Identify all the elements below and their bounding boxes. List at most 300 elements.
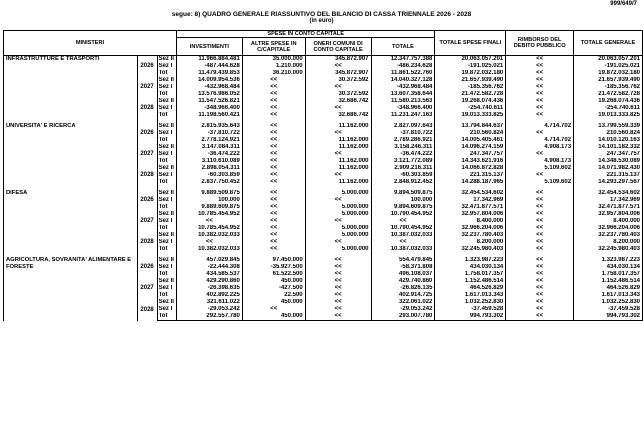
ministry-name: INFRASTRUTTURE E TRASPORTI [4, 56, 138, 120]
header-totale-spese-finali: TOTALE SPESE FINALI [435, 31, 506, 56]
cell-totale-generale: 1.323.987.223 [574, 257, 643, 264]
cell-totale: 402.914.725 [371, 292, 435, 299]
cell-oneri-comuni: << [305, 278, 371, 285]
cell-totale: -29.053.242 [371, 306, 435, 313]
cell-totale-generale: 14.010.120.163 [574, 137, 643, 144]
row-type: Tot [157, 91, 176, 98]
cell-totale: -486.234.628 [371, 63, 435, 70]
row-type: Tot [157, 292, 176, 299]
cell-totale-spese-finali: 1.323.987.223 [435, 257, 506, 264]
cell-investimenti: 14.009.954.536 [176, 77, 242, 84]
cell-rimborso-debito: << [506, 225, 574, 232]
cell-investimenti: 457.029.845 [176, 257, 242, 264]
row-type: Sez I [157, 151, 176, 158]
cell-oneri-comuni: << [305, 299, 371, 306]
cell-totale-generale: 8.400.000 [574, 218, 643, 225]
page-id: 999/649/7 [610, 1, 637, 7]
cell-investimenti: 11.547.526.821 [176, 98, 242, 105]
year-cell: 2028 [137, 299, 157, 321]
cell-totale-generale: 1.617.013.343 [574, 292, 643, 299]
cell-totale-spese-finali: -191.025.021 [435, 63, 506, 70]
cell-rimborso-debito: << [506, 313, 574, 321]
cell-oneri-comuni: 11.162.000 [305, 179, 371, 186]
row-type: Sez I [157, 264, 176, 271]
cell-totale-spese-finali: 1.617.013.343 [435, 292, 506, 299]
row-type: Sez II [157, 232, 176, 239]
cell-totale-generale: 32.237.780.403 [574, 232, 643, 239]
cell-altre-spese: << [242, 151, 305, 158]
cell-rimborso-debito: << [506, 204, 574, 211]
cell-oneri-comuni: << [305, 63, 371, 70]
cell-totale: 10.387.032.033 [371, 246, 435, 253]
cell-rimborso-debito: << [506, 232, 574, 239]
cell-totale-spese-finali: 1.152.486.514 [435, 278, 506, 285]
cell-oneri-comuni: 5.000.000 [305, 225, 371, 232]
cell-rimborso-debito: << [506, 105, 574, 112]
cell-totale-generale: 14.293.297.567 [574, 179, 643, 186]
cell-totale-generale: 14.071.982.430 [574, 165, 643, 172]
cell-totale-spese-finali: 210.560.824 [435, 130, 506, 137]
cell-totale-generale: 1.032.252.830 [574, 299, 643, 306]
cell-oneri-comuni: 32.686.742 [305, 112, 371, 119]
cell-totale-spese-finali: 21.657.939.490 [435, 77, 506, 84]
cell-oneri-comuni: << [305, 130, 371, 137]
cell-altre-spese: << [242, 172, 305, 179]
cell-altre-spese: 61.522.500 [242, 271, 305, 278]
header-investimenti: INVESTIMENTI [176, 38, 242, 56]
cell-totale-generale: -191.025.021 [574, 63, 643, 70]
row-type: Sez I [157, 172, 176, 179]
cell-rimborso-debito: << [506, 218, 574, 225]
cell-investimenti: -60.303.859 [176, 172, 242, 179]
row-type: Sez II [157, 165, 176, 172]
cell-totale-generale: 19.872.032.180 [574, 70, 643, 77]
cell-investimenti: 11.966.884.481 [176, 56, 242, 64]
cell-altre-spese: << [242, 158, 305, 165]
cell-investimenti: 429.290.860 [176, 278, 242, 285]
cell-totale-generale: 994.793.302 [574, 313, 643, 321]
cell-totale-spese-finali: 32.471.877.571 [435, 204, 506, 211]
row-type: Tot [157, 313, 176, 321]
cell-totale: 429.740.860 [371, 278, 435, 285]
cell-rimborso-debito: << [506, 292, 574, 299]
cell-oneri-comuni: << [305, 257, 371, 264]
cell-totale: 2.848.912.452 [371, 179, 435, 186]
cell-rimborso-debito: << [506, 151, 574, 158]
cell-totale: << [371, 239, 435, 246]
cell-totale: -348.966.400 [371, 105, 435, 112]
cell-rimborso-debito: 4.714.702 [506, 123, 574, 130]
cell-totale-spese-finali: -37.459.528 [435, 306, 506, 313]
cell-investimenti: -36.474.222 [176, 151, 242, 158]
cell-investimenti: -487.444.628 [176, 63, 242, 70]
cell-totale: 3.158.246.311 [371, 144, 435, 151]
cell-totale-generale: -185.356.762 [574, 84, 643, 91]
cell-totale: -432.968.484 [371, 84, 435, 91]
cell-rimborso-debito: << [506, 299, 574, 306]
cell-altre-spese: 450.000 [242, 299, 305, 306]
year-cell: 2026 [137, 56, 157, 78]
cell-totale-spese-finali: 14.096.274.159 [435, 144, 506, 151]
table-body [4, 56, 643, 321]
cell-investimenti: 434.585.537 [176, 271, 242, 278]
row-type: Sez I [157, 239, 176, 246]
table-row [4, 123, 643, 130]
cell-totale-spese-finali: 32.957.804.006 [435, 211, 506, 218]
cell-totale: 2.909.216.311 [371, 165, 435, 172]
header-oneri-comuni: ONERI COMUNI DI CONTO CAPITALE [305, 38, 371, 56]
row-type: Tot [157, 225, 176, 232]
cell-rimborso-debito: << [506, 285, 574, 292]
cell-altre-spese: 97.450.000 [242, 257, 305, 264]
cell-totale-spese-finali: 1.758.017.357 [435, 271, 506, 278]
cell-totale: 554.479.845 [371, 257, 435, 264]
cell-rimborso-debito: << [506, 306, 574, 313]
cell-totale: 10.790.454.952 [371, 225, 435, 232]
row-type: Sez I [157, 285, 176, 292]
cell-oneri-comuni: << [305, 105, 371, 112]
cell-rimborso-debito: << [506, 172, 574, 179]
cell-altre-spese: << [242, 123, 305, 130]
cell-totale: -37.810.722 [371, 130, 435, 137]
table-row [4, 56, 643, 64]
cell-oneri-comuni: << [305, 197, 371, 204]
cell-investimenti: 11.479.439.853 [176, 70, 242, 77]
cell-investimenti: 10.785.454.952 [176, 211, 242, 218]
year-cell: 2026 [137, 257, 157, 278]
cell-totale-spese-finali: 14.288.187.965 [435, 179, 506, 186]
cell-rimborso-debito: << [506, 112, 574, 119]
cell-totale-generale: 32.454.534.602 [574, 190, 643, 197]
cell-oneri-comuni: << [305, 285, 371, 292]
cell-totale: -26.826.135 [371, 285, 435, 292]
cell-totale-generale: 1.152.486.514 [574, 278, 643, 285]
row-type: Tot [157, 70, 176, 77]
row-type: Sez II [157, 278, 176, 285]
cell-altre-spese: 36.210.000 [242, 70, 305, 77]
year-cell: 2027 [137, 278, 157, 299]
row-type: Sez II [157, 123, 176, 130]
cell-totale: -36.474.222 [371, 151, 435, 158]
cell-oneri-comuni: << [305, 84, 371, 91]
cell-investimenti: 13.576.986.052 [176, 91, 242, 98]
cell-altre-spese: << [242, 211, 305, 218]
cell-totale-generale: -37.459.528 [574, 306, 643, 313]
cell-investimenti: 2.778.124.921 [176, 137, 242, 144]
cell-oneri-comuni: << [305, 306, 371, 313]
cell-totale-generale: 21.657.939.490 [574, 77, 643, 84]
cell-rimborso-debito: << [506, 70, 574, 77]
cell-altre-spese: << [242, 137, 305, 144]
row-type: Sez I [157, 84, 176, 91]
row-type: Sez I [157, 306, 176, 313]
cell-totale-spese-finali: 32.237.780.403 [435, 232, 506, 239]
cell-oneri-comuni: 30.372.592 [305, 91, 371, 98]
cell-investimenti: 100.000 [176, 197, 242, 204]
cell-rimborso-debito: << [506, 63, 574, 70]
cell-investimenti: 9.889.509.875 [176, 190, 242, 197]
row-type: Sez I [157, 63, 176, 70]
cell-totale-spese-finali: 14.343.621.916 [435, 158, 506, 165]
cell-totale-spese-finali: 14.005.405.461 [435, 137, 506, 144]
cell-totale-spese-finali: 8.400.000 [435, 218, 506, 225]
cell-altre-spese: << [242, 232, 305, 239]
cell-investimenti: 321.611.022 [176, 299, 242, 306]
cell-totale: -60.303.859 [371, 172, 435, 179]
cell-totale-spese-finali: -185.356.762 [435, 84, 506, 91]
cell-totale-spese-finali: 434.030.134 [435, 264, 506, 271]
cell-totale: 9.894.609.875 [371, 204, 435, 211]
cell-totale-spese-finali: 19.268.074.436 [435, 98, 506, 105]
cell-investimenti: -22.444.308 [176, 264, 242, 271]
cell-totale: 322.061.022 [371, 299, 435, 306]
row-type: Sez I [157, 197, 176, 204]
cell-totale-spese-finali: -254.740.611 [435, 105, 506, 112]
cell-totale-spese-finali: 221.315.137 [435, 172, 506, 179]
cell-rimborso-debito: 5.109.602 [506, 179, 574, 186]
cell-totale-generale: 247.347.757 [574, 151, 643, 158]
row-type: Sez II [157, 190, 176, 197]
cell-totale: 10.790.454.952 [371, 211, 435, 218]
cell-totale-generale: 32.957.804.006 [574, 211, 643, 218]
cell-totale-spese-finali: 20.063.057.201 [435, 56, 506, 64]
cell-oneri-comuni: 11.162.000 [305, 144, 371, 151]
year-cell: 2028 [137, 98, 157, 119]
cell-altre-spese: 22.500 [242, 292, 305, 299]
cell-investimenti: 10.382.032.033 [176, 232, 242, 239]
row-type: Tot [157, 179, 176, 186]
cell-totale-generale: 20.063.057.201 [574, 56, 643, 64]
document-subtitle: (in euro) [309, 18, 334, 24]
row-type: Sez I [157, 130, 176, 137]
cell-rimborso-debito: << [506, 246, 574, 253]
cell-totale-spese-finali: 13.794.844.637 [435, 123, 506, 130]
cell-altre-spese: << [242, 218, 305, 225]
cell-totale-spese-finali: 32.245.980.403 [435, 246, 506, 253]
row-type: Sez I [157, 105, 176, 112]
cell-oneri-comuni: 32.686.742 [305, 98, 371, 105]
cell-altre-spese: << [242, 105, 305, 112]
cell-altre-spese: << [242, 84, 305, 91]
cell-rimborso-debito: 4.714.702 [506, 137, 574, 144]
cell-oneri-comuni: 30.372.592 [305, 77, 371, 84]
cell-totale-spese-finali: 21.472.582.728 [435, 91, 506, 98]
cell-altre-spese: << [242, 246, 305, 253]
cell-investimenti: 3.110.610.089 [176, 158, 242, 165]
cell-totale-spese-finali: 994.793.302 [435, 313, 506, 321]
row-type: Sez II [157, 77, 176, 84]
cell-investimenti: -348.966.400 [176, 105, 242, 112]
cell-totale-generale: -254.740.611 [574, 105, 643, 112]
cell-altre-spese: << [242, 112, 305, 119]
row-type: Sez II [157, 257, 176, 264]
cell-oneri-comuni: << [305, 218, 371, 225]
cell-altre-spese: << [242, 225, 305, 232]
cell-rimborso-debito: << [506, 98, 574, 105]
cell-oneri-comuni: 345.872.907 [305, 56, 371, 64]
cell-totale: 10.387.032.033 [371, 232, 435, 239]
cell-investimenti: -432.968.484 [176, 84, 242, 91]
cell-totale-generale: 13.799.559.339 [574, 123, 643, 130]
cell-oneri-comuni: << [305, 271, 371, 278]
header-altre-spese: ALTRE SPESE IN C/CAPITALE [242, 38, 305, 56]
cell-rimborso-debito: 4.908.173 [506, 144, 574, 151]
cell-totale-generale: 21.472.582.728 [574, 91, 643, 98]
cell-oneri-comuni: 5.000.000 [305, 211, 371, 218]
cell-totale: 12.347.757.388 [371, 56, 435, 64]
cell-totale-generale: 32.471.877.571 [574, 204, 643, 211]
cell-rimborso-debito: << [506, 56, 574, 64]
cell-investimenti: 2.815.935.643 [176, 123, 242, 130]
cell-totale-spese-finali: 17.342.969 [435, 197, 506, 204]
cell-oneri-comuni: << [305, 172, 371, 179]
row-type: Tot [157, 158, 176, 165]
cell-oneri-comuni: 11.162.000 [305, 165, 371, 172]
cell-rimborso-debito: << [506, 211, 574, 218]
cell-altre-spese: << [242, 204, 305, 211]
cell-altre-spese: 450.000 [242, 313, 305, 321]
cell-altre-spese: << [242, 144, 305, 151]
cell-totale-generale: 8.200.000 [574, 239, 643, 246]
cell-investimenti: 292.557.780 [176, 313, 242, 321]
cell-totale: 11.580.213.563 [371, 98, 435, 105]
cell-rimborso-debito: << [506, 278, 574, 285]
cell-altre-spese: << [242, 197, 305, 204]
row-type: Sez II [157, 211, 176, 218]
cell-totale-generale: 464.526.829 [574, 285, 643, 292]
cell-altre-spese: 35.000.000 [242, 56, 305, 64]
year-cell: 2027 [137, 144, 157, 165]
cell-altre-spese: 1.210.000 [242, 63, 305, 70]
cell-totale-generale: 19.013.333.825 [574, 112, 643, 119]
header-totale: TOTALE [371, 38, 435, 56]
document-title: segue: 8) QUADRO GENERALE RIASSUNTIVO DEL BILANCIO DI CASSA TRIENNALE 2026 - 2028 [171, 11, 472, 18]
cell-oneri-comuni: 11.162.000 [305, 158, 371, 165]
header-ministeri: MINISTERI [4, 31, 177, 56]
cell-totale: 496.108.037 [371, 271, 435, 278]
cell-rimborso-debito: << [506, 239, 574, 246]
cell-rimborso-debito: 5.109.602 [506, 165, 574, 172]
cell-totale-spese-finali: 32.966.204.006 [435, 225, 506, 232]
cell-investimenti: 3.147.084.311 [176, 144, 242, 151]
cell-rimborso-debito: << [506, 257, 574, 264]
cell-investimenti: -26.398.635 [176, 285, 242, 292]
year-cell: 2028 [137, 165, 157, 186]
cell-totale: << [371, 218, 435, 225]
table-row [4, 190, 643, 197]
cell-totale-spese-finali: 32.454.534.602 [435, 190, 506, 197]
cell-investimenti: 11.198.560.421 [176, 112, 242, 119]
cell-totale-spese-finali: 8.200.000 [435, 239, 506, 246]
cell-totale-spese-finali: 19.013.333.825 [435, 112, 506, 119]
cell-totale: 13.607.358.644 [371, 91, 435, 98]
row-type: Sez II [157, 299, 176, 306]
cell-totale-generale: 14.101.182.332 [574, 144, 643, 151]
cell-totale-generale: 32.966.204.006 [574, 225, 643, 232]
cell-investimenti: 10.785.454.952 [176, 225, 242, 232]
cell-oneri-comuni: 11.162.000 [305, 137, 371, 144]
cell-rimborso-debito: << [506, 271, 574, 278]
cell-totale: 2.827.097.643 [371, 123, 435, 130]
header-totale-generale: TOTALE GENERALE [574, 31, 643, 56]
cell-oneri-comuni: 5.000.000 [305, 246, 371, 253]
cell-altre-spese: << [242, 130, 305, 137]
cell-rimborso-debito: << [506, 130, 574, 137]
cell-totale-generale: 210.560.824 [574, 130, 643, 137]
cell-totale: 11.231.247.163 [371, 112, 435, 119]
cell-altre-spese: << [242, 239, 305, 246]
cell-totale: 14.040.327.128 [371, 77, 435, 84]
cell-oneri-comuni: << [305, 264, 371, 271]
ministry-name: UNIVERSITA' E RICERCA [4, 123, 138, 186]
cell-totale: 293.007.780 [371, 313, 435, 321]
row-type: Tot [157, 271, 176, 278]
cell-altre-spese: << [242, 77, 305, 84]
cell-investimenti: << [176, 239, 242, 246]
cell-totale-generale: 1.758.017.357 [574, 271, 643, 278]
row-type: Sez II [157, 144, 176, 151]
cell-investimenti: 9.889.609.875 [176, 204, 242, 211]
row-type: Sez I [157, 218, 176, 225]
cell-altre-spese: << [242, 165, 305, 172]
year-cell: 2026 [137, 123, 157, 144]
budget-table [3, 30, 643, 321]
cell-oneri-comuni: << [305, 239, 371, 246]
cell-altre-spese: -35.927.500 [242, 264, 305, 271]
cell-totale-generale: 221.315.137 [574, 172, 643, 179]
cell-rimborso-debito: << [506, 91, 574, 98]
cell-totale-generale: 17.342.969 [574, 197, 643, 204]
cell-totale-generale: 434.030.134 [574, 264, 643, 271]
cell-altre-spese: -427.500 [242, 285, 305, 292]
cell-totale: 100.000 [371, 197, 435, 204]
cell-oneri-comuni: 345.872.907 [305, 70, 371, 77]
cell-investimenti: << [176, 218, 242, 225]
row-type: Tot [157, 204, 176, 211]
ministry-name: AGRICOLTURA, SOVRANITA' ALIMENTARE E FORESTE [4, 257, 138, 321]
cell-altre-spese: 450.000 [242, 278, 305, 285]
cell-oneri-comuni: 5.000.000 [305, 232, 371, 239]
ministry-name: DIFESA [4, 190, 138, 253]
cell-oneri-comuni: 5.000.000 [305, 204, 371, 211]
row-type: Sez II [157, 56, 176, 64]
cell-totale-spese-finali: 1.032.252.830 [435, 299, 506, 306]
cell-rimborso-debito: << [506, 84, 574, 91]
cell-investimenti: 2.898.054.311 [176, 165, 242, 172]
table-row [4, 257, 643, 264]
cell-totale: 3.121.772.089 [371, 158, 435, 165]
row-type: Tot [157, 112, 176, 119]
cell-totale-spese-finali: 247.347.757 [435, 151, 506, 158]
cell-investimenti: 402.892.225 [176, 292, 242, 299]
header-spese-conto-capitale: SPESE IN CONTO CAPITALE [176, 31, 435, 38]
cell-rimborso-debito: << [506, 77, 574, 84]
header-rimborso-debito: RIMBORSO DEL DEBITO PUBBLICO [506, 31, 574, 56]
cell-altre-spese: << [242, 179, 305, 186]
year-cell: 2027 [137, 77, 157, 98]
cell-investimenti: 2.837.750.452 [176, 179, 242, 186]
cell-investimenti: 10.382.032.033 [176, 246, 242, 253]
cell-rimborso-debito: << [506, 197, 574, 204]
cell-totale-spese-finali: 14.066.872.828 [435, 165, 506, 172]
cell-totale: 11.861.522.760 [371, 70, 435, 77]
cell-altre-spese: << [242, 98, 305, 105]
cell-oneri-comuni: << [305, 292, 371, 299]
cell-investimenti: -29.053.242 [176, 306, 242, 313]
cell-oneri-comuni: << [305, 151, 371, 158]
cell-totale-spese-finali: 464.526.829 [435, 285, 506, 292]
cell-totale-generale: 14.348.530.089 [574, 158, 643, 165]
